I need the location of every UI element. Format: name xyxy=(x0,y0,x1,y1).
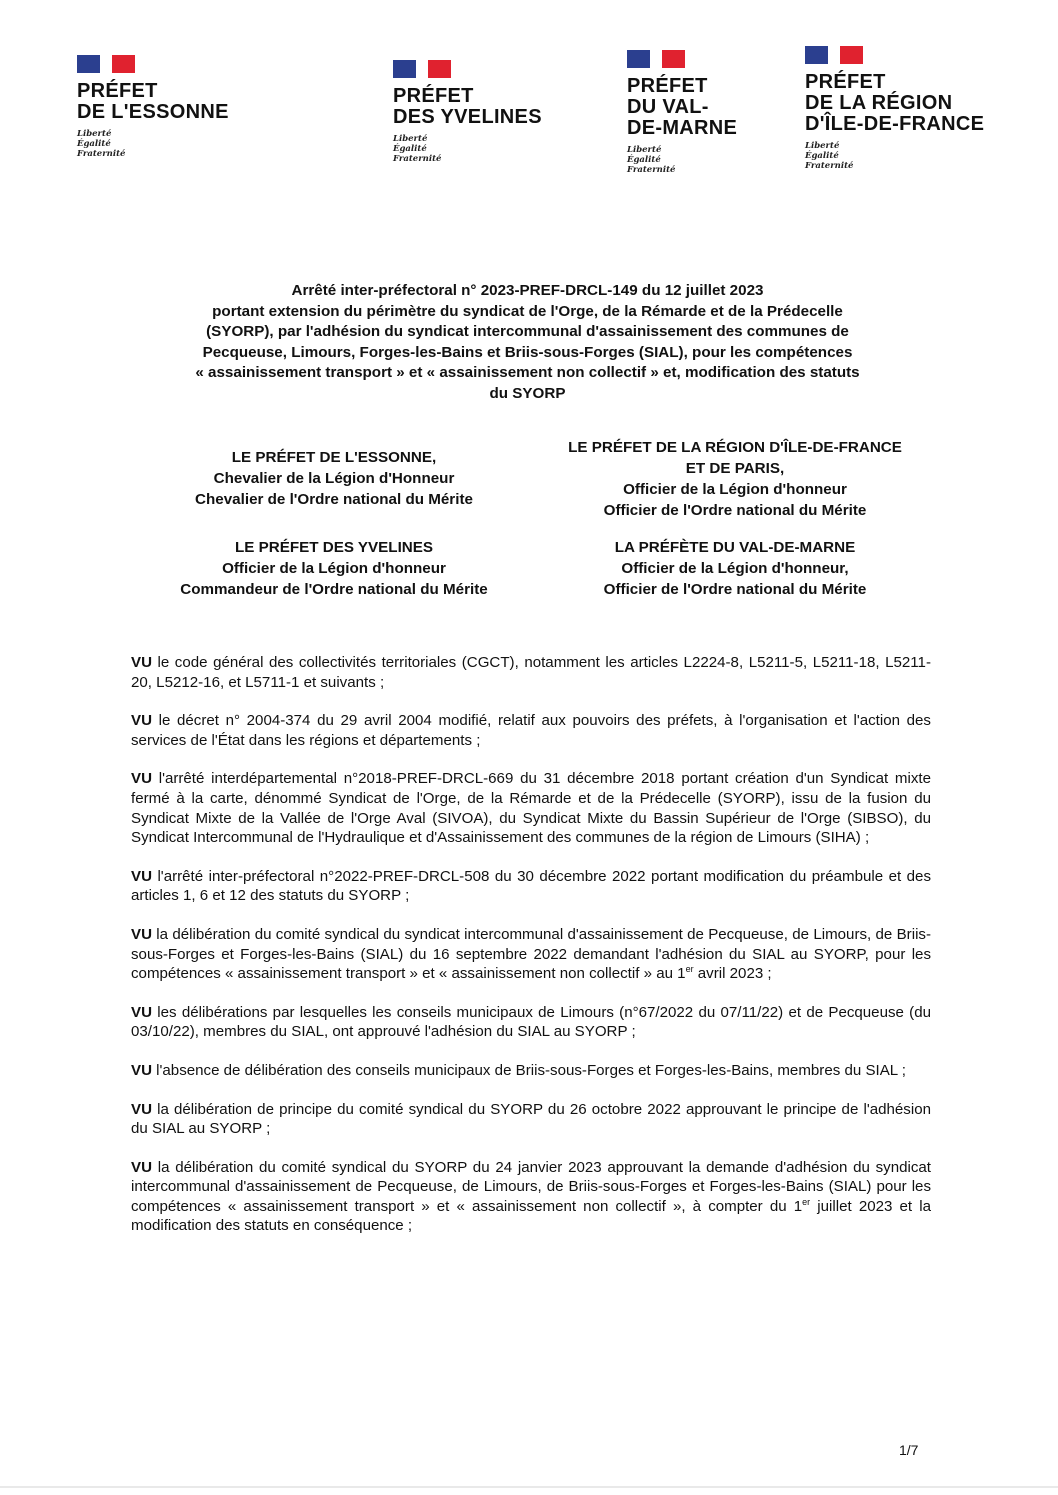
vu-keyword: VU xyxy=(131,925,152,943)
marianne-flag-icon xyxy=(393,60,451,78)
vu-keyword: VU xyxy=(131,1100,152,1118)
authority-line: LE PRÉFET DE L'ESSONNE, xyxy=(231,449,437,466)
vu-text: le décret n° 2004-374 du 29 avril 2004 modifié, relatif aux pouvoirs des préfets, à l'organisation et l'action des services de l'État dans les régions et départements ; xyxy=(131,712,931,749)
arrete-title xyxy=(120,281,935,404)
title-line: (SYORP), par l'adhésion du syndicat intercommunal d'assainissement des communes de xyxy=(206,323,849,340)
authority-line: LA PRÉFÈTE DU VAL-DE-MARNE xyxy=(614,539,856,556)
vu-text: le code général des collectivités territoriales (CGCT), notamment les articles L2224-8, L5211-5, L5211-18, L5211-20, L5212-16, et L5711-1 et suivants ; xyxy=(131,654,931,691)
vu-text: l'arrêté inter-préfectoral n°2022-PREF-DRCL-508 du 30 décembre 2022 portant modification du préambule et des articles 1, 6 et 12 des statuts du SYORP ; xyxy=(131,867,931,905)
title-line: « assainissement transport » et « assainissement non collectif » et, modification des statuts xyxy=(195,364,860,381)
vu-keyword: VU xyxy=(131,1061,152,1079)
title-line: du SYORP xyxy=(489,384,566,402)
vu-paragraph xyxy=(131,1100,931,1139)
logo-title: PRÉFET DES YVELINES xyxy=(393,85,542,128)
vu-keyword: VU xyxy=(131,770,152,788)
vu-keyword: VU xyxy=(131,867,152,885)
logo-prefet-val-de-marne xyxy=(627,50,737,175)
vu-text: l'absence de délibération des conseils municipaux de Briis-sous-Forges et Forges-les-Bains, membres du SIAL ; xyxy=(156,1061,906,1079)
authority-line: Chevalier de l'Ordre national du Mérite xyxy=(195,491,473,508)
page-divider xyxy=(0,1486,1058,1488)
marianne-flag-icon xyxy=(805,46,863,64)
vu-list xyxy=(131,653,931,1255)
authority-line: Officier de l'Ordre national du Mérite xyxy=(603,581,867,598)
logo-motto: Liberté Égalité Fraternité xyxy=(393,134,442,164)
vu-superscript: er xyxy=(802,1196,811,1207)
vu-text: la délibération du comité syndical du syndicat intercommunal d'assainissement de Pecqueuse, de Limours, de Briis-sous-Forges et Forges-les-Bains (SIAL) du 16 septembre 2022 demandant l'adhésion du SIAL au SYORP, pour les compétences « assainissement transport » et « assainissement non collectif » au 1 xyxy=(131,925,931,983)
authority-region-idf xyxy=(530,437,940,521)
vu-keyword: VU xyxy=(131,712,152,730)
vu-paragraph xyxy=(131,925,931,984)
logo-motto: Liberté Égalité Fraternité xyxy=(805,141,854,171)
vu-text: la délibération de principe du comité syndical du SYORP du 26 octobre 2022 approuvant le principe de l'adhésion du SIAL au SYORP ; xyxy=(131,1100,931,1138)
authority-line: Commandeur de l'Ordre national du Mérite xyxy=(180,581,488,598)
vu-keyword: VU xyxy=(131,1003,152,1021)
title-line: Arrêté inter-préfectoral n° 2023-PREF-DRCL-149 du 12 juillet 2023 xyxy=(291,282,764,299)
marianne-flag-icon xyxy=(627,50,685,68)
authority-line: LE PRÉFET DE LA RÉGION D'ÎLE-DE-FRANCE xyxy=(568,439,902,456)
logo-prefet-region-idf xyxy=(805,46,984,171)
logo-motto: Liberté Égalité Fraternité xyxy=(627,145,676,175)
vu-paragraph xyxy=(131,867,931,906)
title-line: Pecqueuse, Limours, Forges-les-Bains et Briis-sous-Forges (SIAL), pour les compétences xyxy=(202,343,853,361)
logo-title: PRÉFET DE LA RÉGION D'ÎLE-DE-FRANCE xyxy=(805,71,985,135)
vu-paragraph xyxy=(131,1061,931,1081)
logo-prefet-yvelines xyxy=(393,60,542,164)
logo-prefet-essonne xyxy=(77,55,229,159)
authority-line: LE PRÉFET DES YVELINES xyxy=(234,539,434,556)
vu-superscript: er xyxy=(685,964,694,975)
authority-line: Officier de la Légion d'honneur, xyxy=(621,560,849,577)
vu-paragraph xyxy=(131,1158,931,1236)
authority-essonne xyxy=(134,447,534,510)
vu-paragraph xyxy=(131,769,931,847)
logo-title: PRÉFET DE L'ESSONNE xyxy=(77,80,229,123)
authority-line: Officier de l'Ordre national du Mérite xyxy=(603,502,867,519)
vu-paragraph xyxy=(131,653,931,692)
vu-text: les délibérations par lesquelles les conseils municipaux de Limours (n°67/2022 du 07/11/22) et de Pecqueuse (du 03/10/22), membres du SIAL, ont approuvé l'adhésion du SIAL au SYORP ; xyxy=(131,1003,931,1041)
title-line: portant extension du périmètre du syndicat de l'Orge, de la Rémarde et de la Prédecelle xyxy=(212,302,843,320)
logo-motto: Liberté Égalité Fraternité xyxy=(77,129,126,159)
vu-text-tail: juillet 2023 et la modification des statuts en conséquence ; xyxy=(131,1197,931,1235)
vu-text-tail: avril 2023 ; xyxy=(693,965,772,983)
authority-line: Officier de la Légion d'honneur xyxy=(623,481,847,498)
vu-keyword: VU xyxy=(131,1158,152,1176)
page-number: 1/7 xyxy=(899,1442,919,1458)
vu-text: l'arrêté interdépartemental n°2018-PREF-DRCL-669 du 31 décembre 2018 portant création d'un Syndicat mixte fermé à la carte, dénommé Syndicat de l'Orge, de la Rémarde et de la Prédecelle (SYORP), issu de la fusion du Syndicat Mixte de la Vallée de l'Orge Aval (SIVOA), du Syndicat Mixte du Bassin Supérieur de l'Orge (SIBSO), du Syndicat Intercommunal de l'Hydraulique et d'Assainissement des communes de la région de Limours (SIHA) ; xyxy=(131,770,931,847)
vu-paragraph xyxy=(131,711,931,750)
vu-text: la délibération du comité syndical du SYORP du 24 janvier 2023 approuvant la demande d'adhésion du syndicat intercommunal d'assainissement de Pecqueuse, de Limours, de Briis-sous-Forges et Forges-les-Bains (SIAL) pour les compétences « assainissement transport » et « assainissement non collectif », à compter du 1 xyxy=(131,1158,931,1215)
authority-line: Officier de la Légion d'honneur xyxy=(222,560,446,577)
authority-line: ET DE PARIS, xyxy=(685,460,785,477)
logo-title: PRÉFET DU VAL- DE-MARNE xyxy=(627,75,738,139)
vu-paragraph xyxy=(131,1003,931,1042)
authority-val-de-marne xyxy=(530,537,940,600)
marianne-flag-icon xyxy=(77,55,135,73)
authority-line: Chevalier de la Légion d'Honneur xyxy=(213,470,455,487)
vu-keyword: VU xyxy=(131,654,152,671)
authority-yvelines xyxy=(134,537,534,600)
